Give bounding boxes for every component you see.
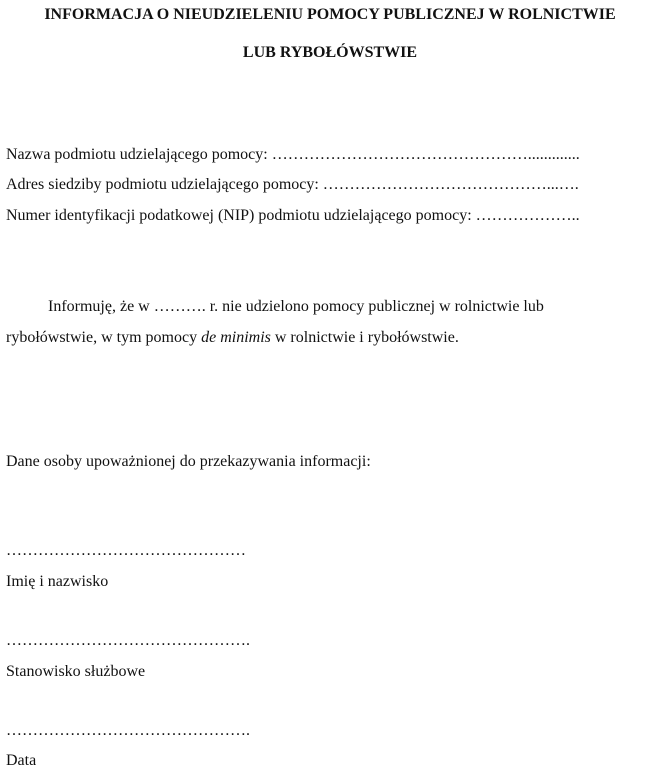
statement-de-minimis: de minimis	[201, 329, 271, 346]
document-title-line-1: INFORMACJA O NIEUDZIELENIU POMOCY PUBLICZNEJ W ROLNICTWIE	[44, 6, 616, 23]
statement-line-2	[6, 329, 459, 347]
name-dotted-line: ………………………………………	[6, 542, 246, 559]
position-dotted-line: ……………………………………….	[6, 632, 250, 649]
authorized-person-heading: Dane osoby upoważnionej do przekazywania informacji:	[6, 453, 371, 470]
date-label: Data	[6, 752, 37, 769]
document-title-line-2: LUB RYBOŁÓWSTWIE	[242, 44, 418, 61]
statement-line-1: Informuję, że w ………. r. nie udzielono pomocy publicznej w rolnictwie lub	[48, 298, 544, 315]
aid-provider-nip-field: Numer identyfikacji podatkowej (NIP) podmiotu udzielającego pomocy: ………………..	[6, 207, 580, 224]
aid-provider-address-field: Adres siedziby podmiotu udzielającego pomocy: ……………………………………...….	[6, 176, 579, 193]
statement-text-before: rybołówstwie, w tym pomocy	[6, 329, 202, 346]
date-dotted-line: ……………………………………….	[6, 722, 250, 739]
aid-provider-name-field: Nazwa podmiotu udzielającego pomocy: ………………………………………….............	[6, 146, 580, 163]
position-label: Stanowisko służbowe	[6, 663, 146, 680]
name-label: Imię i nazwisko	[6, 573, 109, 590]
statement-text-after: w rolnictwie i rybołówstwie.	[270, 329, 459, 346]
